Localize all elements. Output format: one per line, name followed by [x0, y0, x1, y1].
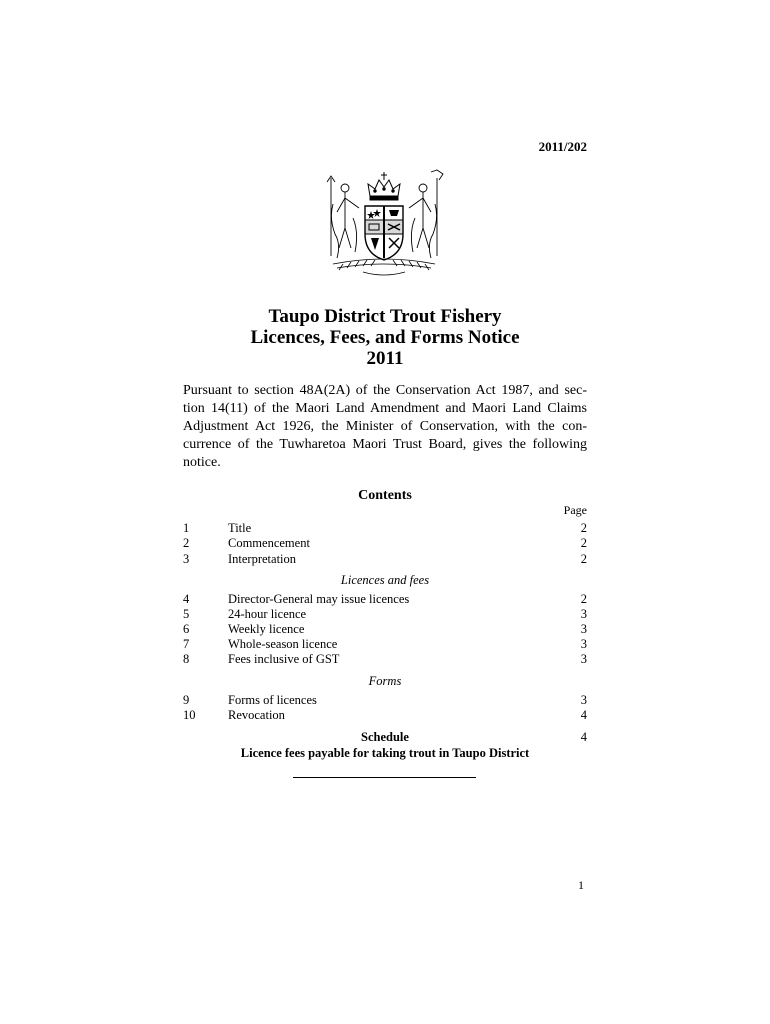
title-line: Licences, Fees, and Forms Notice [250, 327, 520, 348]
coat-of-arms-icon [323, 168, 445, 280]
toc-item-page: 2 [580, 521, 587, 535]
toc-item-number: 9 [183, 693, 190, 707]
toc-item-label: Director-General may issue licences [228, 592, 410, 606]
toc-item-page: 2 [580, 592, 587, 606]
toc-item[interactable] [183, 552, 587, 567]
toc-item-label: Title [228, 521, 252, 535]
toc-item-page: 3 [580, 622, 587, 636]
title-line: Taupo District Trout Fishery [268, 306, 502, 327]
toc-group-heading: Licences and fees [340, 573, 430, 587]
toc-item[interactable] [183, 607, 587, 622]
toc-item-label: Whole-season licence [228, 637, 338, 651]
toc-item-number: 5 [183, 607, 190, 621]
toc-group-heading: Forms [368, 674, 402, 688]
toc-item[interactable] [183, 637, 587, 652]
toc-item[interactable] [183, 521, 587, 536]
toc-item-label: Fees inclusive of GST [228, 652, 340, 666]
toc-item-label: Weekly licence [228, 622, 305, 636]
toc-item-page: 3 [580, 693, 587, 707]
toc-item-number: 4 [183, 592, 190, 606]
preamble-line: notice. [183, 455, 221, 470]
toc-item-label: 24-hour licence [228, 607, 307, 621]
schedule-page: 4 [580, 730, 587, 744]
toc-item-number: 6 [183, 622, 190, 636]
document-number: 2011/202 [538, 139, 587, 154]
preamble-line: tion 14(11) of the Maori Land Amendment and Maori Land Claims [183, 401, 587, 416]
schedule-subtitle: Licence fees payable for taking trout in Taupo District [240, 746, 530, 760]
toc-item[interactable] [183, 592, 587, 607]
page-column-label: Page [563, 503, 587, 517]
toc-item[interactable] [183, 536, 587, 551]
toc-item[interactable] [183, 708, 587, 723]
toc-item-page: 2 [580, 536, 587, 550]
toc-item-number: 10 [183, 708, 196, 722]
document-title [183, 306, 587, 369]
toc-item[interactable] [183, 693, 587, 708]
toc-item-number: 3 [183, 552, 190, 566]
toc-item-page: 4 [580, 708, 587, 722]
toc-item[interactable] [183, 622, 587, 637]
toc-item-label: Forms of licences [228, 693, 317, 707]
toc-item-label: Commencement [228, 536, 310, 550]
toc-item-label: Revocation [228, 708, 285, 722]
toc-item-page: 3 [580, 607, 587, 621]
preamble-paragraph [183, 382, 587, 472]
toc-item-page: 3 [580, 652, 587, 666]
preamble-line: Pursuant to section 48A(2A) of the Conservation Act 1987, and sec- [183, 383, 587, 398]
toc-item-number: 7 [183, 637, 190, 651]
preamble-line: currence of the Tuwharetoa Maori Trust Board, gives the following [183, 437, 587, 452]
schedule-heading[interactable]: Schedule [361, 730, 409, 744]
title-line: 2011 [366, 348, 404, 369]
preamble-line: Adjustment Act 1926, the Minister of Conservation, with the con- [183, 419, 587, 434]
toc-item-number: 8 [183, 652, 190, 666]
toc-item-label: Interpretation [228, 552, 297, 566]
contents-heading: Contents [358, 488, 412, 503]
toc-item[interactable] [183, 652, 587, 667]
divider-rule [293, 777, 476, 778]
toc-item-page: 2 [580, 552, 587, 566]
toc-item-page: 3 [580, 637, 587, 651]
footer-page-number: 1 [578, 878, 584, 892]
toc-item-number: 2 [183, 536, 190, 550]
toc-item-number: 1 [183, 521, 190, 535]
